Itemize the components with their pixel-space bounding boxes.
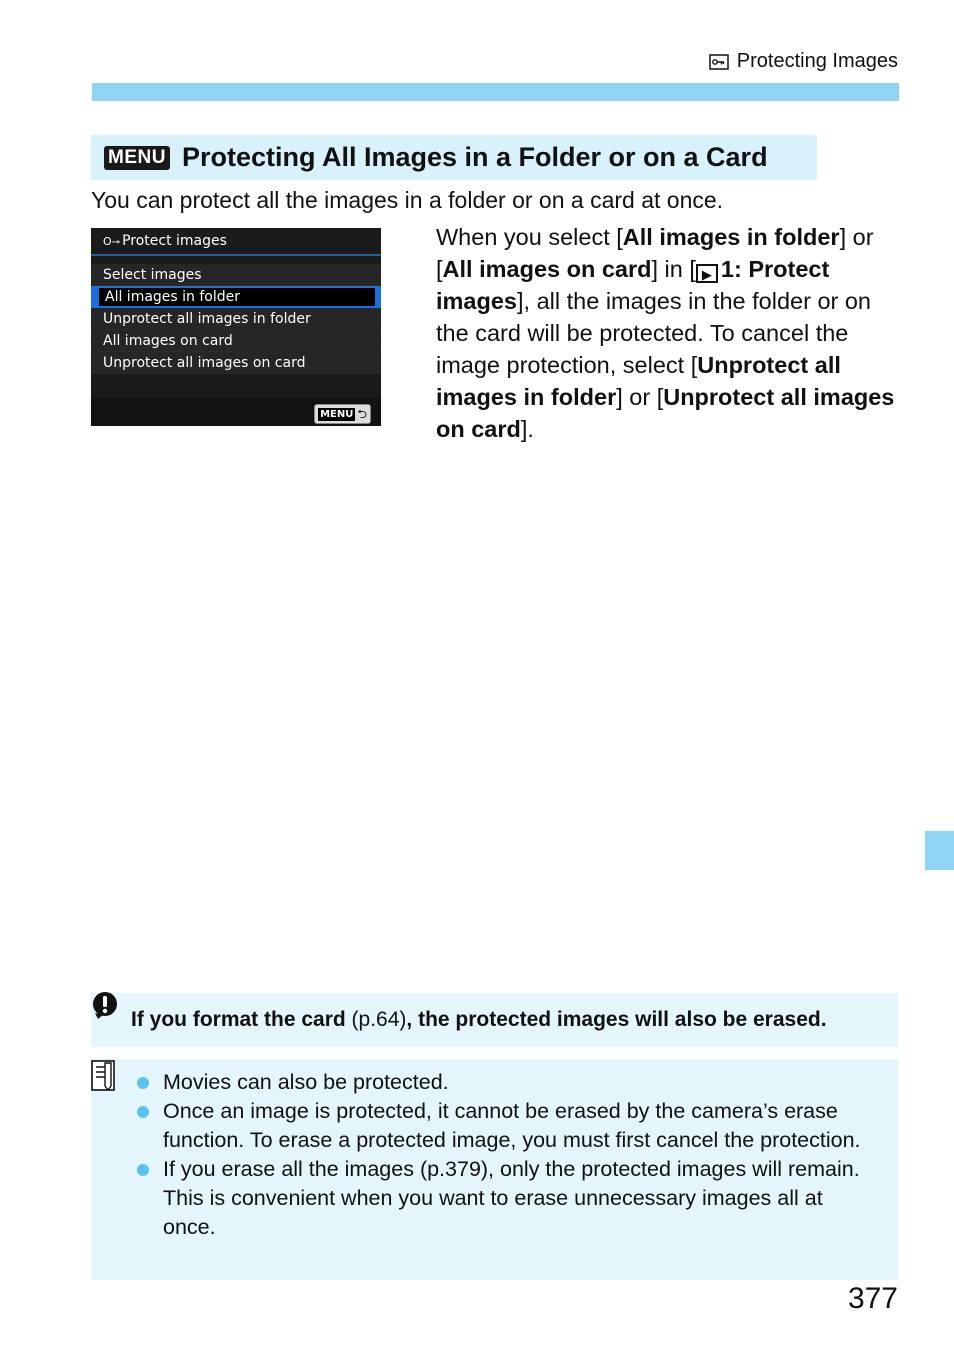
screen-item-select-images[interactable]: Select images [91, 264, 381, 286]
menu-badge: MENU [104, 146, 170, 170]
list-item: If you erase all the images (p.379), only the protected images will remain. This is convenient when you want to erase unnecessary images all at once. [135, 1155, 880, 1242]
screen-footer [91, 398, 381, 426]
term-protect-images: 1: Protect images [436, 256, 830, 314]
note-list [135, 1068, 880, 1242]
instruction-text: When you select [All images in folder] or [All images on card] in [ ▶ 1: Protect images], all the images in the folder or on the card will be protected. To cancel the image protection, select [Unprotect all images in folder] or [Unprotect all images on card]. [436, 224, 895, 442]
screen-item-all-in-folder[interactable]: All images in folder [91, 286, 381, 308]
caution-text: If you format the card (p.64), the protected images will also be erased. [131, 1008, 827, 1031]
screen-item-unprotect-card[interactable]: Unprotect all images on card [91, 352, 381, 374]
list-item: Movies can also be protected. [135, 1068, 880, 1097]
camera-screen [91, 228, 381, 426]
caution-icon [90, 991, 120, 1021]
section-heading [91, 135, 817, 180]
screen-menu-list [91, 264, 381, 374]
term-all-in-folder: All images in folder [622, 224, 840, 250]
header-title: Protecting Images [736, 50, 898, 72]
note-box [91, 1059, 898, 1280]
list-item: Once an image is protected, it cannot be erased by the camera’s erase function. To erase a protected image, you must first cancel the protection. [135, 1097, 880, 1155]
running-header [709, 50, 898, 73]
term-all-on-card: All images on card [442, 256, 652, 282]
key-icon: O⊸ [103, 234, 121, 248]
term-unprotect-folder: Unprotect all images in folder [436, 352, 841, 410]
chapter-side-tab [925, 831, 954, 870]
header-rule [92, 83, 899, 101]
intro-text: You can protect all the images in a folder or on a card at once. [91, 187, 724, 213]
section-title: Protecting All Images in a Folder or on a Card [181, 142, 768, 172]
term-unprotect-card: Unprotect all images on card [436, 384, 895, 442]
screen-item-unprotect-folder[interactable]: Unprotect all images in folder [91, 308, 381, 330]
playback-icon: ▶ [696, 264, 718, 283]
caution-box [91, 993, 898, 1047]
note-icon [91, 1059, 117, 1092]
screen-title: Protect images [122, 233, 227, 249]
menu-button-label: MENU [320, 408, 354, 420]
protect-key-icon [709, 54, 729, 70]
screen-item-all-on-card[interactable]: All images on card [91, 330, 381, 352]
menu-back-button[interactable] [314, 404, 371, 424]
page-number: 377 [847, 1282, 898, 1315]
return-arrow-icon: ⮌ [357, 407, 367, 421]
screen-title-bar [91, 228, 381, 256]
